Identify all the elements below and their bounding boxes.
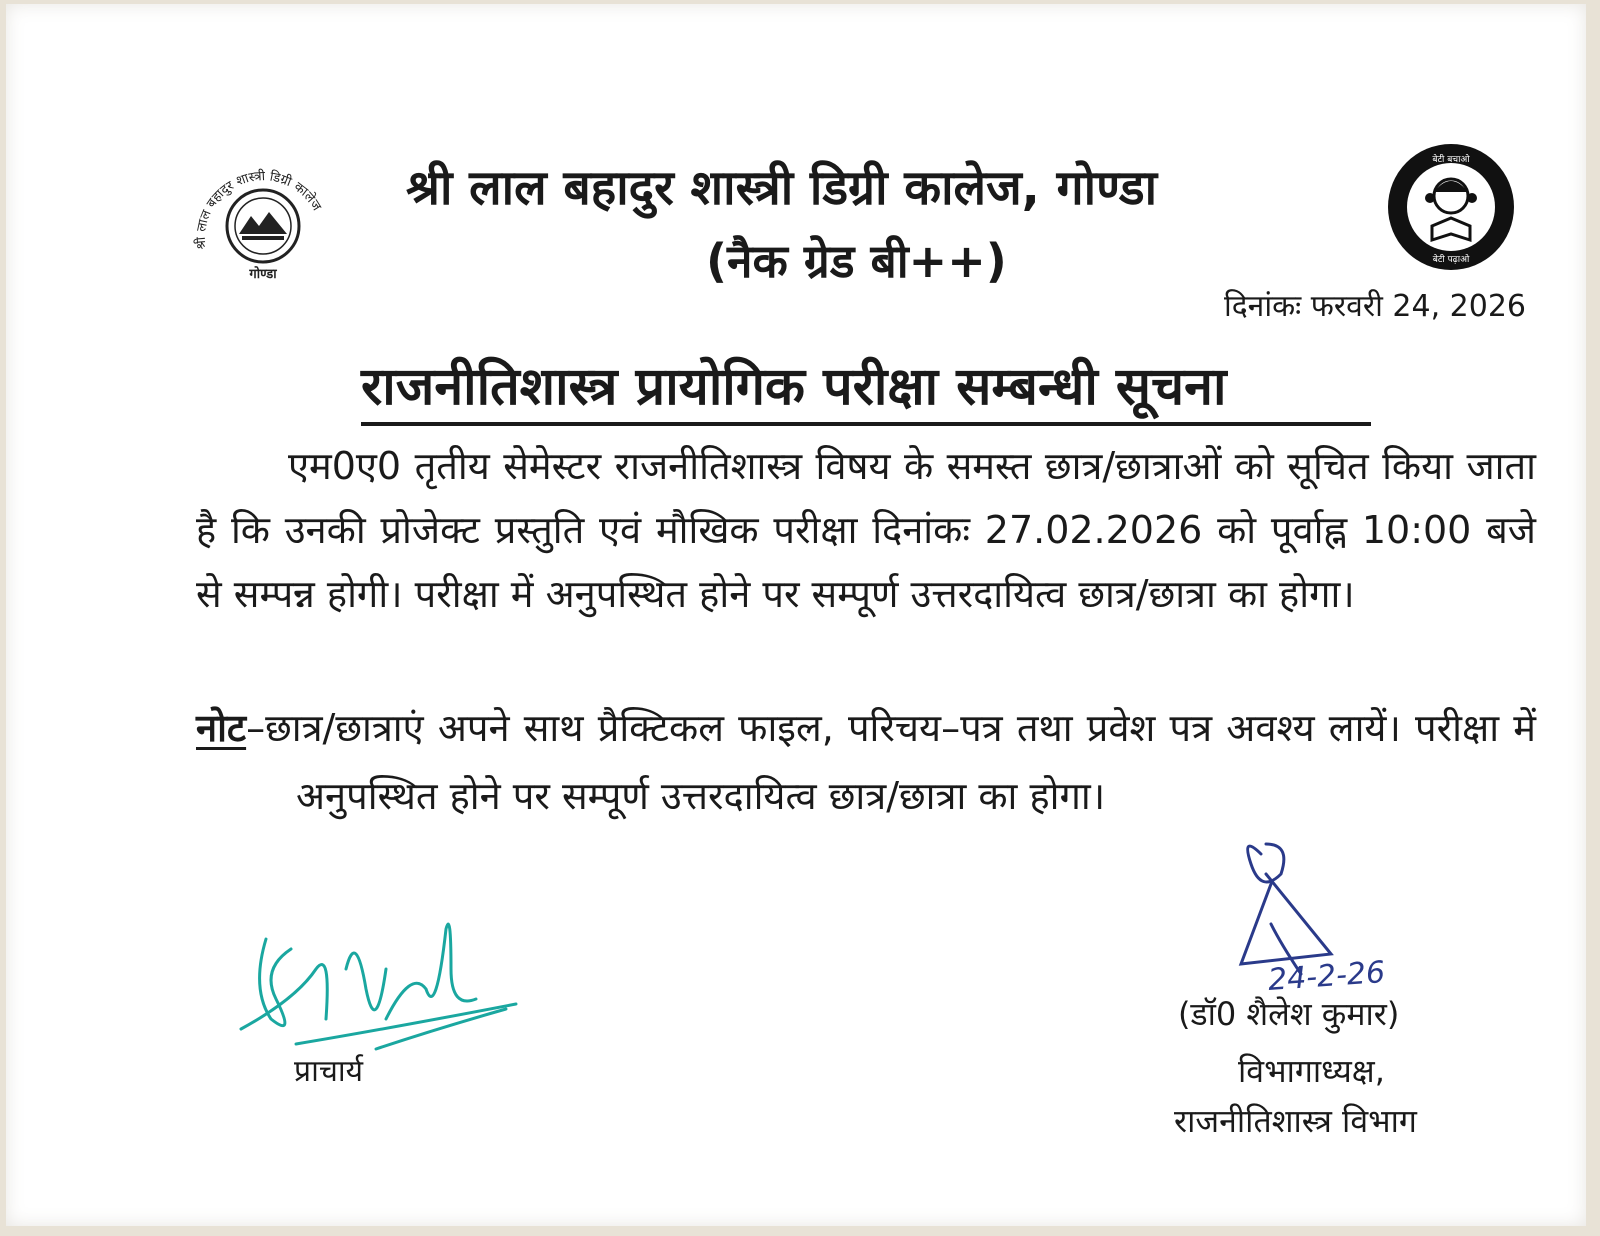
hod-title: विभागाध्यक्ष, (1238, 1052, 1385, 1090)
badge-bottom-text: बेटी पढ़ाओ (1432, 255, 1470, 265)
badge-top-text: बेटी बचाओ (1432, 155, 1470, 165)
note-text: –छात्र/छात्राएं अपने साथ प्रैक्टिकल फाइल, परिचय–पत्र तथा प्रवेश पत्र अवश्य लायें। परीक्षा में अनुपस्थित होने पर सम्पूर्ण उत्तरदायित्व छात्र/छात्रा का होगा। (246, 706, 1536, 818)
college-name: श्री लाल बहादुर शास्त्री डिग्री कालेज, गोण्डा (406, 160, 1157, 216)
seal-arc-text: श्री लाल बहादुर शास्त्री डिग्री कालेज (193, 169, 325, 251)
hod-department: राजनीतिशास्त्र विभाग (1174, 1102, 1417, 1140)
hod-signature-date: 24-2-26 (1266, 954, 1387, 999)
accreditation-grade: (नैक ग्रेड बी++) (706, 234, 1007, 288)
notice-paper (6, 4, 1586, 1226)
note-label: नोट (196, 706, 247, 750)
principal-signature (236, 909, 526, 1079)
notice-date: दिनांकः फरवरी 24, 2026 (1223, 289, 1526, 324)
seal-city-text: गोण्डा (249, 267, 277, 282)
principal-label: प्राचार्य (294, 1054, 364, 1089)
notice-body: एम0ए0 तृतीय सेमेस्टर राजनीतिशास्त्र विषय के समस्त छात्र/छात्राओं को सूचित किया जाता है कि उनकी प्रोजेक्ट प्रस्तुति एवं मौखिक परीक्षा दिनांकः 27.02.2026 को पूर्वाह्न 10:00 बजे से सम्पन्न होगी। परीक्षा में अनुपस्थित होने पर सम्पूर्ण उत्तरदायित्व छात्र/छात्रा का होगा। (196, 444, 1536, 616)
hod-name: (डॉ0 शैलेश कुमार) (1178, 995, 1400, 1033)
notice-title: राजनीतिशास्त्र प्रायोगिक परीक्षा सम्बन्धी सूचना (361, 349, 1371, 426)
college-seal-logo (184, 154, 342, 284)
notice-note (196, 694, 1536, 830)
beti-bachao-badge-logo (1384, 140, 1518, 274)
